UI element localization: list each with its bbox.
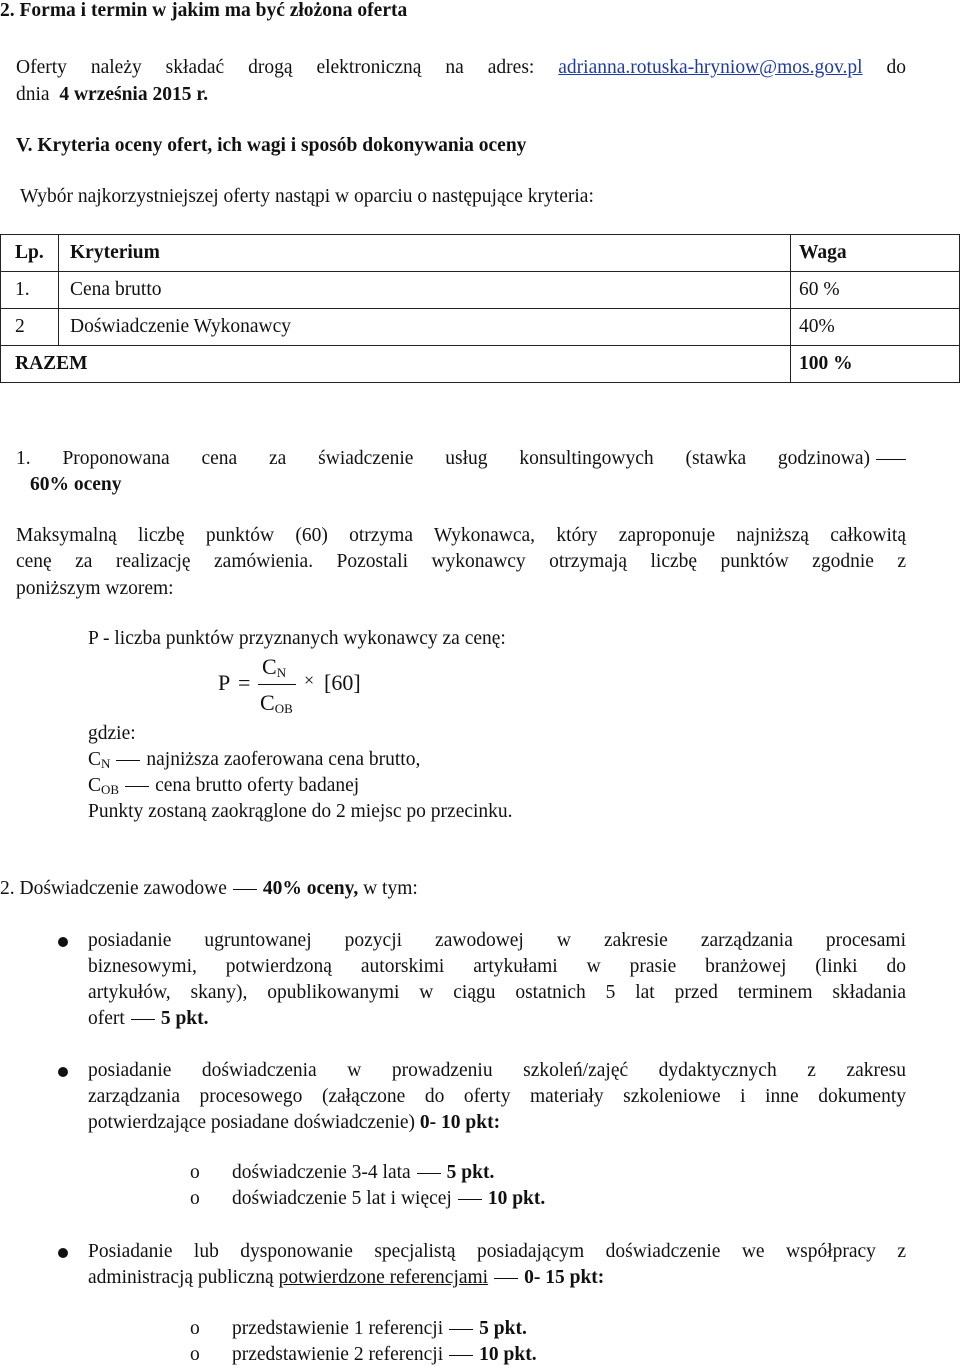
experience-criterion-title: [0, 878, 418, 900]
dash-separator: [876, 459, 906, 460]
header-lp: Lp.: [1, 235, 59, 272]
experience-title-text: 2. Doświadczenie zawodowe: [0, 878, 227, 899]
sub-points: 10 pkt.: [479, 1344, 537, 1365]
bullet2-line1: posiadanie doświadczenia w prowadzeniu szkoleń/zajęć dydaktycznych z zakresu: [88, 1060, 906, 1081]
circle-bullet-icon: o: [190, 1318, 200, 1339]
num-symbol: C: [262, 654, 277, 679]
total-label: RAZEM: [1, 346, 791, 383]
price-criterion-title: 1. Proponowana cena za świadczenie usług konsultingowych (stawka godzinowa): [16, 448, 870, 469]
dash-separator: [131, 1019, 155, 1020]
bullet3-sub2: [232, 1344, 537, 1366]
email-link[interactable]: adrianna.rotuska-hryniow@mos.gov.pl: [558, 57, 863, 78]
sub-points: 5 pkt.: [479, 1318, 527, 1339]
bullet1-line2: biznesowymi, potwierdzoną autorskimi artykułami w prasie branżowej (linki do: [88, 956, 906, 977]
formula-factor: [60]: [324, 670, 361, 695]
header-weight: Waga: [791, 235, 960, 272]
experience-weight: 40% oceny,: [262, 878, 359, 899]
sub-points: 5 pkt.: [446, 1162, 495, 1183]
bullet-icon: [58, 1248, 68, 1258]
bullet2-sub1: [232, 1162, 494, 1184]
den-subscript: OB: [274, 701, 293, 716]
row-criterion: Doświadczenie Wykonawcy: [59, 309, 791, 346]
experience-title-suffix: w tym:: [363, 878, 418, 899]
sub-text: przedstawienie 2 referencji: [232, 1344, 444, 1365]
cn-symbol: C: [88, 749, 102, 770]
price-para-line3: poniższym wzorem:: [16, 578, 174, 599]
total-value: 100 %: [791, 346, 960, 383]
dash-separator: [417, 1173, 441, 1174]
dash-separator: [125, 786, 149, 787]
table-row: [1, 309, 960, 346]
deadline-date: 4 września 2015 r.: [59, 84, 209, 105]
cob-symbol: C: [88, 775, 102, 796]
row-criterion: Cena brutto: [59, 272, 791, 309]
where-label: gdzie:: [88, 723, 136, 744]
row-lp: 2: [1, 309, 59, 346]
price-para-line1: Maksymalną liczbę punktów (60) otrzyma Wykonawca, który zaproponuje najniższą całkowitą: [16, 525, 906, 546]
bullet3-line1: Posiadanie lub dysponowanie specjalistą posiadającym doświadczenie we współpracy z: [88, 1241, 906, 1262]
bullet-icon: [58, 1067, 68, 1077]
bullet2-sub2: [232, 1188, 545, 1210]
bullet3-line2: [88, 1267, 604, 1289]
bullet1-line1: posiadanie ugruntowanej pozycji zawodowej w zakresie zarządzania procesami: [88, 930, 906, 951]
rounding-note: Punkty zostaną zaokrąglone do 2 miejsc po przecinku.: [88, 801, 513, 822]
header-criterion: Kryterium: [59, 235, 791, 272]
cn-subscript: N: [101, 756, 111, 771]
dash-separator: [449, 1355, 473, 1356]
dash-separator: [116, 760, 140, 761]
circle-bullet-icon: o: [190, 1344, 200, 1365]
row-weight: 60 %: [791, 272, 960, 309]
bullet2-line3: [88, 1112, 500, 1134]
circle-bullet-icon: o: [190, 1188, 200, 1209]
section-heading-form: 2. Forma i termin w jakim ma być złożona oferta: [0, 0, 408, 21]
offers-paragraph: [16, 57, 906, 79]
sub-text: doświadczenie 3-4 lata: [232, 1162, 411, 1183]
criteria-table: [0, 234, 960, 383]
dash-separator: [233, 889, 257, 890]
cob-subscript: OB: [101, 782, 120, 797]
cn-definition: [88, 749, 420, 772]
formula-intro: P - liczba punktów przyznanych wykonawcy za cenę:: [88, 628, 506, 649]
criteria-intro: Wybór najkorzystniejszej oferty nastąpi w oparciu o następujące kryteria:: [20, 186, 594, 207]
formula-numerator: [262, 654, 286, 681]
bullet3-points: 0- 15 pkt:: [524, 1267, 605, 1288]
bullet2-text: potwierdzające posiadane doświadczenie): [88, 1112, 416, 1133]
dash-separator: [494, 1278, 518, 1279]
circle-bullet-icon: o: [190, 1162, 200, 1183]
bullet-icon: [58, 937, 68, 947]
table-total-row: [1, 346, 960, 383]
dash-separator: [458, 1199, 482, 1200]
formula-equals: =: [238, 670, 251, 695]
bullet1-text: ofert: [88, 1008, 125, 1029]
dash-separator: [449, 1329, 473, 1330]
table-header-row: [1, 235, 960, 272]
sub-points: 10 pkt.: [487, 1188, 546, 1209]
bullet2-line2: zarządzania procesowego (załączone do oferty materiały szkoleniowe i inne dokumenty: [88, 1086, 906, 1107]
row-lp: 1.: [1, 272, 59, 309]
bullet1-line4: [88, 1008, 209, 1030]
section-heading-criteria: V. Kryteria oceny ofert, ich wagi i sposób dokonywania oceny: [16, 135, 527, 156]
formula-lhs: P: [218, 670, 231, 695]
den-symbol: C: [260, 690, 275, 715]
cob-definition: [88, 775, 359, 798]
sub-text: przedstawienie 1 referencji: [232, 1318, 444, 1339]
num-subscript: N: [276, 665, 287, 680]
sub-text: doświadczenie 5 lat i więcej: [232, 1188, 452, 1209]
fraction-bar: [258, 684, 296, 685]
row-weight: 40%: [791, 309, 960, 346]
bullet3-sub1: [232, 1318, 527, 1340]
bullet1-line3: artykułów, skany), opublikowanymi w ciągu ostatnich 5 lat przed terminem składania: [88, 982, 906, 1003]
price-criterion-weight: 60% oceny: [30, 474, 122, 495]
offers-text-after: do: [886, 57, 906, 78]
deadline-prefix: dnia: [16, 84, 50, 105]
bullet1-points: 5 pkt.: [160, 1008, 209, 1029]
table-row: [1, 272, 960, 309]
cob-description: cena brutto oferty badanej: [155, 775, 360, 796]
formula-times: ×: [304, 670, 315, 690]
offers-text: Oferty należy składać drogą elektroniczną na adres:: [16, 57, 535, 78]
deadline-line: [16, 84, 208, 106]
bullet2-points: 0- 10 pkt:: [419, 1112, 501, 1133]
cn-description: najniższa zaoferowana cena brutto,: [146, 749, 421, 770]
bullet3-text: administracją publiczną: [88, 1267, 274, 1288]
formula-denominator: [260, 690, 293, 717]
price-para-line2: cenę za realizację zamówienia. Pozostali wykonawcy otrzymają liczbę punktów zgodnie z: [16, 551, 906, 572]
price-formula: [200, 650, 380, 720]
references-text: potwierdzone referencjami: [278, 1267, 489, 1288]
price-criterion-title-line: [16, 448, 906, 470]
